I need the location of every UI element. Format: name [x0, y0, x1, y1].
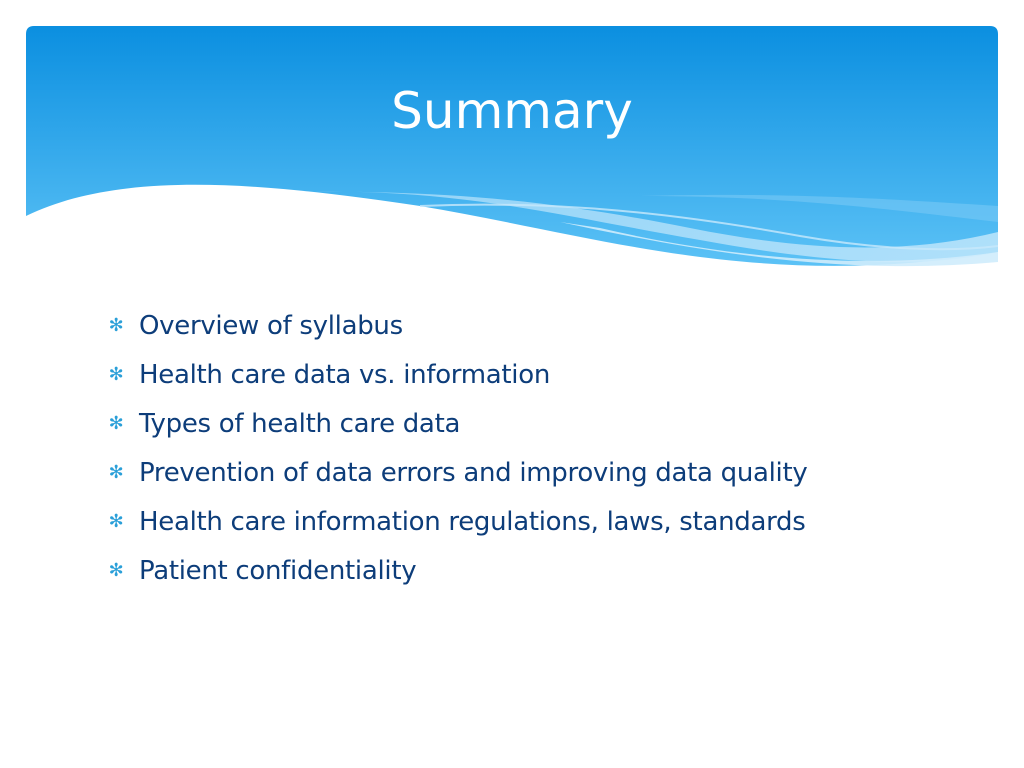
- asterisk-bullet-icon: ✻: [108, 511, 124, 532]
- bullet-text: Types of health care data: [139, 409, 461, 439]
- bullet-text: Patient confidentiality: [139, 556, 417, 586]
- header-banner: [0, 0, 1024, 300]
- bullet-text: Prevention of data errors and improving data quality: [139, 458, 808, 488]
- list-item: [106, 305, 986, 354]
- bullet-text: Overview of syllabus: [139, 311, 403, 341]
- list-item: [106, 354, 986, 403]
- asterisk-bullet-icon: ✻: [108, 413, 124, 434]
- asterisk-bullet-icon: ✻: [108, 462, 124, 483]
- bullet-list: [106, 305, 986, 599]
- bullet-text: Health care data vs. information: [139, 360, 550, 390]
- slide-title: Summary: [391, 82, 633, 140]
- header-wave-graphic: [0, 0, 1024, 300]
- asterisk-bullet-icon: ✻: [108, 560, 124, 581]
- list-item: [106, 403, 986, 452]
- asterisk-bullet-icon: ✻: [108, 315, 124, 336]
- list-item: [106, 452, 986, 501]
- list-item: [106, 501, 986, 550]
- bullet-text: Health care information regulations, laws, standards: [139, 507, 806, 537]
- asterisk-bullet-icon: ✻: [108, 364, 124, 385]
- list-item: [106, 550, 986, 599]
